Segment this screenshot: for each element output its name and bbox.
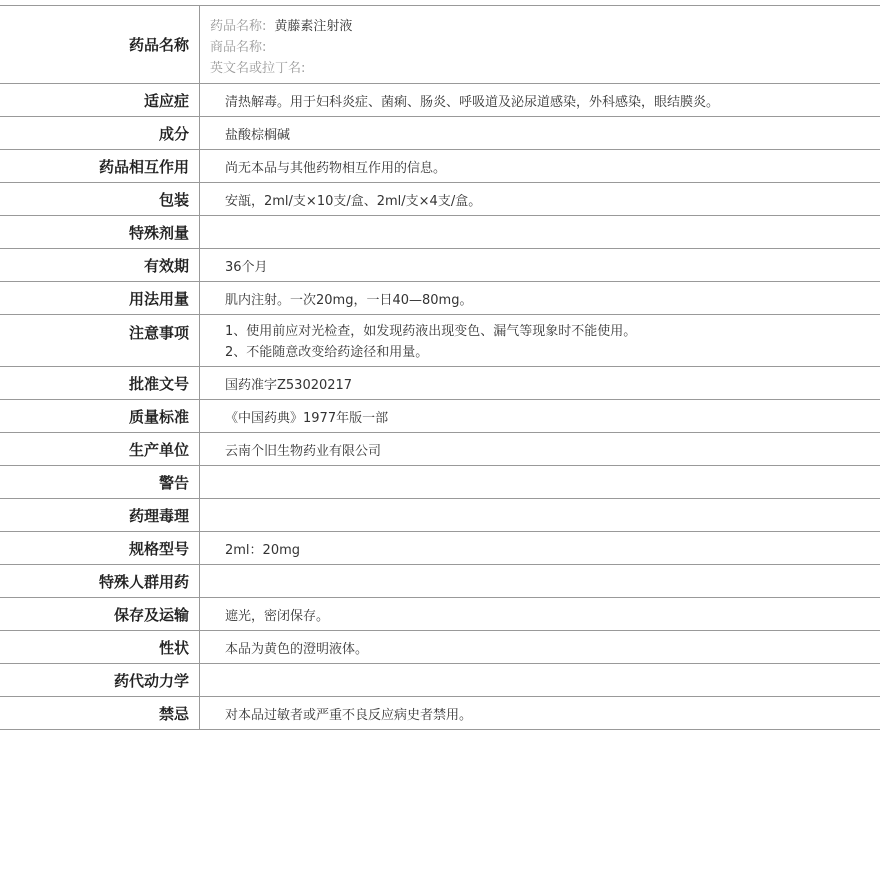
row-value: 对本品过敏者或严重不良反应病史者禁用。 xyxy=(225,707,473,723)
row-label: 包装 xyxy=(0,183,200,215)
row-label: 生产单位 xyxy=(0,433,200,465)
row-label: 规格型号 xyxy=(0,532,200,564)
row-value: 安瓿，2ml/支×10支/盒、2ml/支×4支/盒。 xyxy=(225,193,482,209)
row-label: 特殊剂量 xyxy=(0,216,200,248)
drug-name-row xyxy=(0,6,880,84)
generic-name-value: 黄藤素注射液 xyxy=(274,19,353,34)
precautions-row xyxy=(0,315,880,367)
row-value: 肌内注射。一次20mg，一日40—80mg。 xyxy=(225,292,473,308)
row-value xyxy=(200,565,880,597)
special-populations-row xyxy=(0,565,880,598)
indications-row xyxy=(0,84,880,117)
row-label: 批准文号 xyxy=(0,367,200,399)
row-label: 特殊人群用药 xyxy=(0,565,200,597)
row-label: 药理毒理 xyxy=(0,499,200,531)
generic-name-key: 药品名称: xyxy=(210,19,267,34)
manufacturer-row xyxy=(0,433,880,466)
trade-name-key: 商品名称: xyxy=(210,40,267,55)
row-label: 药品名称 xyxy=(0,6,200,83)
shelf-life-row xyxy=(0,249,880,282)
precaution-line: 1、使用前应对光检查，如发现药液出现变色、漏气等现象时不能使用。 xyxy=(225,324,637,339)
pharmacology-row xyxy=(0,499,880,532)
row-value: 《中国药典》1977年版一部 xyxy=(225,410,389,426)
row-label: 保存及运输 xyxy=(0,598,200,630)
row-value: 遮光，密闭保存。 xyxy=(225,608,330,624)
drug-info-table xyxy=(0,5,880,730)
interactions-row xyxy=(0,150,880,183)
dosage-row xyxy=(0,282,880,315)
ingredients-row xyxy=(0,117,880,150)
row-label: 药代动力学 xyxy=(0,664,200,696)
row-value: 盐酸棕榈碱 xyxy=(225,127,291,143)
approval-number-row xyxy=(0,367,880,400)
english-name-line xyxy=(210,58,880,79)
row-value xyxy=(200,466,880,498)
packaging-row xyxy=(0,183,880,216)
generic-name-line xyxy=(210,16,880,37)
row-value xyxy=(200,216,880,248)
row-value: 2ml：20mg xyxy=(225,542,301,558)
row-label: 有效期 xyxy=(0,249,200,281)
row-label: 质量标准 xyxy=(0,400,200,432)
trade-name-line xyxy=(210,37,880,58)
row-label: 成分 xyxy=(0,117,200,149)
precautions-values xyxy=(200,315,880,366)
row-value: 国药准字Z53020217 xyxy=(225,377,353,393)
special-dosage-row xyxy=(0,216,880,249)
precaution-line: 2、不能随意改变给药途径和用量。 xyxy=(225,345,429,360)
row-label: 药品相互作用 xyxy=(0,150,200,182)
storage-row xyxy=(0,598,880,631)
row-label: 禁忌 xyxy=(0,697,200,729)
row-value: 尚无本品与其他药物相互作用的信息。 xyxy=(225,160,447,176)
row-label: 适应症 xyxy=(0,84,200,116)
row-value: 清热解毒。用于妇科炎症、菌痢、肠炎、呼吸道及泌尿道感染，外科感染，眼结膜炎。 xyxy=(225,94,720,110)
drug-name-values xyxy=(200,6,880,83)
row-label: 性状 xyxy=(0,631,200,663)
quality-standard-row xyxy=(0,400,880,433)
row-value xyxy=(200,499,880,531)
row-value: 36个月 xyxy=(225,259,268,275)
row-label: 用法用量 xyxy=(0,282,200,314)
warning-row xyxy=(0,466,880,499)
row-value: 本品为黄色的澄明液体。 xyxy=(225,641,369,657)
row-label: 注意事项 xyxy=(0,315,200,366)
english-name-key: 英文名或拉丁名: xyxy=(210,61,306,76)
specification-row xyxy=(0,532,880,565)
pharmacokinetics-row xyxy=(0,664,880,697)
description-row xyxy=(0,631,880,664)
row-value xyxy=(200,664,880,696)
row-value: 云南个旧生物药业有限公司 xyxy=(225,443,382,459)
contraindications-row xyxy=(0,697,880,730)
row-label: 警告 xyxy=(0,466,200,498)
